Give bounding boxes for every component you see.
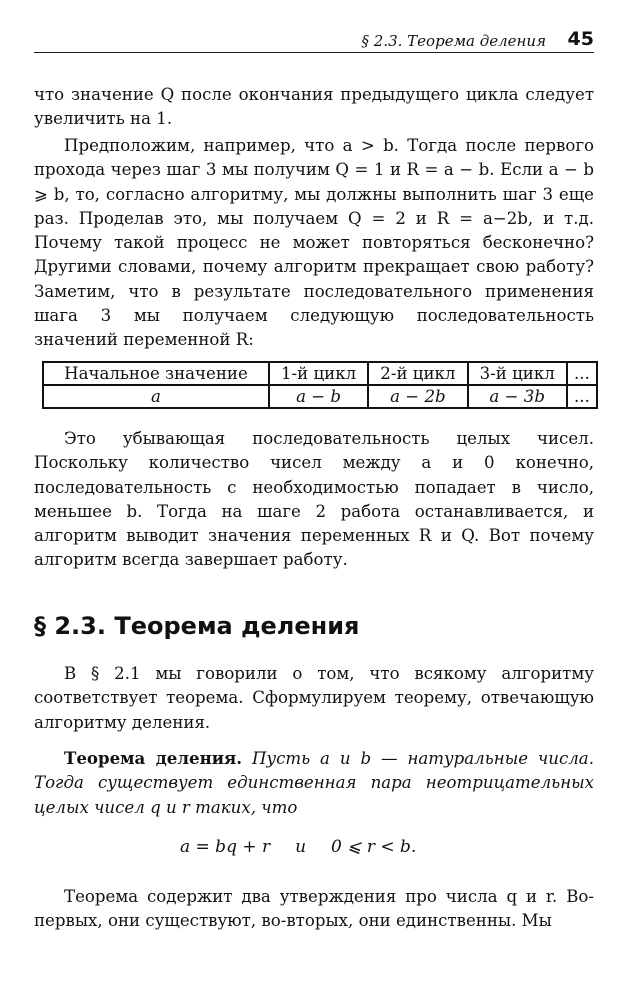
paragraph-2: Предположим, например, что a > b. Тогда после первого прохода через шаг 3 мы получим Q = 1 и R = a − b. Если a − b ⩾ b, то, согласно алгоритму, мы должны выполнить шаг 3 еще раз. Проделав это, мы получаем Q = 2 и R = a−2b, и т.д. Почему такой процесс не может повторяться бесконечно? Другими словами, почему алгоритм прекращает свою работу? Заметим, что в результате последовательного применения шага 3 мы получаем следующую последовательность значений переменной R: [34,136,594,350]
section-title: § 2.3. Теорема деления [34,612,360,640]
sequence-table [42,361,598,409]
paragraph-1: что значение Q после окончания предыдущего цикла следует увеличить на 1. [34,85,594,129]
formula-left: a = bq + r [180,837,271,857]
table-cell: 3-й цикл [468,362,567,385]
theorem [34,746,594,820]
table-row [43,385,597,408]
formula-conj: и [295,837,307,857]
header-title: § 2.3. Теорема деления [361,32,546,50]
paragraph-4: В § 2.1 мы говорили о том, что всякому алгоритму соответствует теорема. Сформулируем теорему, отвечающую алгоритму деления. [34,664,594,732]
table-cell: ... [567,362,597,385]
header-rule [34,52,594,53]
table-cell: a [43,385,269,408]
paragraph-3: Это убывающая последовательность целых чисел. Поскольку количество чисел между a и 0 конечно, последовательность с необходимостью попадает в число, меньшее b. Тогда на шаге 2 работа останавливается, и алгоритм выводит значения переменных R и Q. Вот почему алгоритм всегда завершает работу. [34,429,594,570]
table-cell: a − 3b [468,385,567,408]
table-cell: 2-й цикл [368,362,467,385]
formula-right: 0 ⩽ r < b. [330,837,417,857]
formula [180,837,416,857]
theorem-statement: Пусть a и b — натуральные числа. Тогда существует единственная пара неотрицательных целых чисел q и r таких, что [34,749,594,817]
theorem-head: Теорема деления. [64,748,243,768]
paragraph-5: Теорема содержит два утверждения про числа q и r. Во-первых, они существуют, во-вторых, они единственны. Мы [34,887,594,931]
table-cell: 1-й цикл [269,362,368,385]
running-header [34,28,594,52]
table-cell: a − b [269,385,368,408]
page-number: 45 [567,28,594,50]
table-cell: ... [567,385,597,408]
table-cell: Начальное значение [43,362,269,385]
table-header-row [43,362,597,385]
table-cell: a − 2b [368,385,467,408]
